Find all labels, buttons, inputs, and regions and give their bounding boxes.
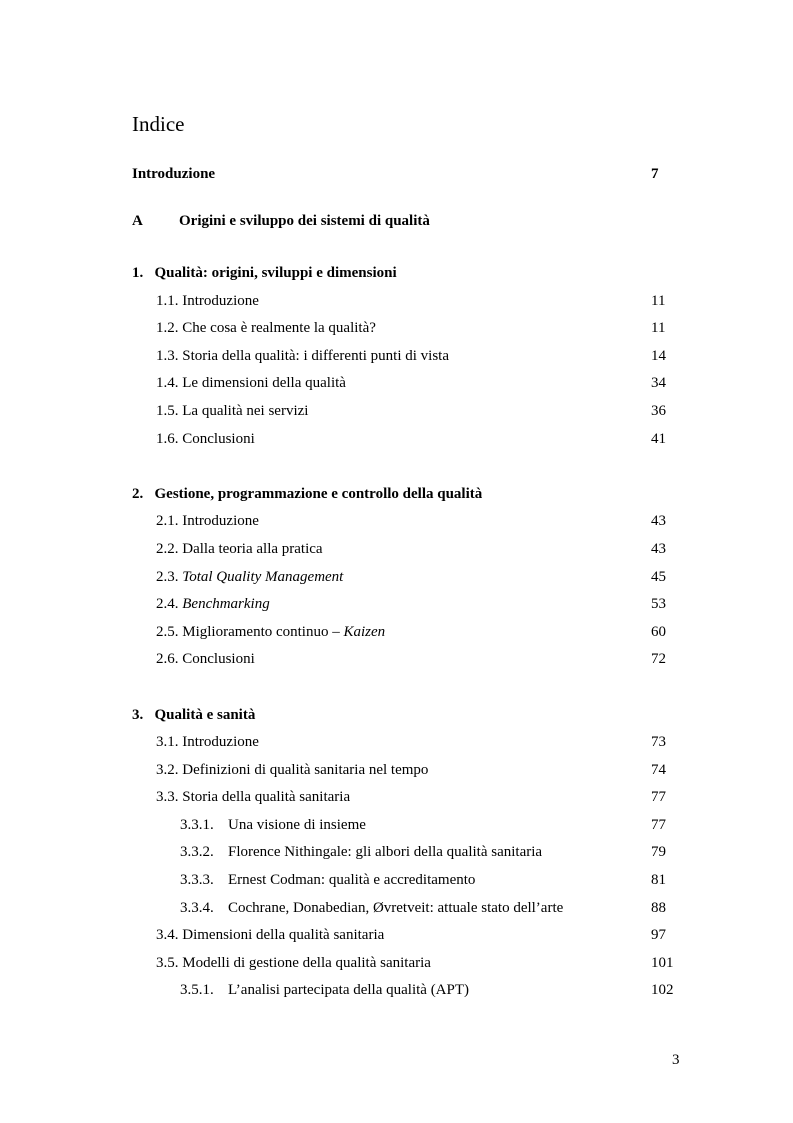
chapter-title: Gestione, programmazione e controllo della qualità	[154, 486, 483, 502]
toc-entry-page: 34	[651, 375, 666, 391]
toc-entry[interactable]: 2.1. Introduzione	[156, 513, 259, 529]
toc-entry-page: 73	[651, 734, 666, 750]
section-letter: A	[132, 213, 143, 229]
toc-entry-page: 101	[651, 955, 674, 971]
toc-entry[interactable]: 1.1. Introduzione	[156, 293, 259, 309]
chapter-heading[interactable]	[132, 263, 397, 283]
chapter-heading[interactable]	[132, 705, 255, 725]
chapter-heading[interactable]	[132, 484, 482, 504]
toc-entry-prefix: 2.3.	[156, 569, 183, 585]
toc-subentry-text: Ernest Codman: qualità e accreditamento	[228, 872, 476, 888]
toc-entry-italic: Benchmarking	[182, 596, 270, 612]
toc-entry[interactable]: 1.5. La qualità nei servizi	[156, 403, 309, 419]
toc-subentry-text: L’analisi partecipata della qualità (APT)	[228, 982, 470, 998]
toc-entry[interactable]: 2.2. Dalla teoria alla pratica	[156, 541, 323, 557]
toc-entry-page: 79	[651, 844, 666, 860]
toc-subentry-number: 3.3.2.	[180, 844, 214, 860]
toc-entry-page: 72	[651, 651, 666, 667]
toc-subentry[interactable]	[180, 898, 563, 918]
toc-subentry-text: Una visione di insieme	[228, 817, 366, 833]
toc-entry-page: 41	[651, 431, 666, 447]
toc-entry[interactable]: 3.1. Introduzione	[156, 734, 259, 750]
toc-subentry-number: 3.5.1.	[180, 982, 214, 998]
toc-entry[interactable]	[156, 567, 343, 587]
toc-entry-page: 43	[651, 513, 666, 529]
toc-entry[interactable]: 3.4. Dimensioni della qualità sanitaria	[156, 927, 385, 943]
toc-entry-page: 53	[651, 596, 666, 612]
toc-entry-page: 60	[651, 624, 666, 640]
toc-subentry-text: Florence Nithingale: gli albori della qualità sanitaria	[228, 844, 543, 860]
toc-entry[interactable]: 3.5. Modelli di gestione della qualità sanitaria	[156, 955, 431, 971]
toc-entry[interactable]: 1.2. Che cosa è realmente la qualità?	[156, 320, 376, 336]
page-number: 3	[672, 1052, 680, 1068]
toc-subentry-number: 3.3.4.	[180, 900, 214, 916]
chapter-number: 3.	[132, 707, 144, 723]
toc-entry-page: 88	[651, 900, 666, 916]
toc-entry[interactable]: 3.2. Definizioni di qualità sanitaria nel tempo	[156, 762, 429, 778]
toc-entry-page: 45	[651, 569, 666, 585]
toc-intro-label[interactable]: Introduzione	[132, 166, 216, 182]
toc-entry-prefix: 2.4.	[156, 596, 183, 612]
toc-entry-prefix: 2.5. Miglioramento continuo –	[156, 624, 344, 640]
toc-entry-page: 81	[651, 872, 666, 888]
toc-subentry[interactable]	[180, 980, 469, 1000]
toc-entry-page: 97	[651, 927, 666, 943]
toc-subentry-number: 3.3.1.	[180, 817, 214, 833]
toc-entry[interactable]: 1.3. Storia della qualità: i differenti punti di vista	[156, 348, 449, 364]
toc-entry-page: 43	[651, 541, 666, 557]
toc-entry[interactable]	[156, 622, 385, 642]
chapter-number: 1.	[132, 265, 144, 281]
toc-subentry[interactable]	[180, 842, 542, 862]
chapter-title: Qualità e sanità	[154, 707, 256, 723]
toc-subentry-number: 3.3.3.	[180, 872, 214, 888]
toc-entry-page: 11	[651, 293, 666, 309]
toc-entry[interactable]: 1.6. Conclusioni	[156, 431, 255, 447]
toc-entry-page: 14	[651, 348, 666, 364]
toc-entry[interactable]	[156, 594, 270, 614]
toc-entry-page: 74	[651, 762, 666, 778]
toc-entry-italic: Kaizen	[343, 624, 386, 640]
toc-entry[interactable]: 2.6. Conclusioni	[156, 651, 255, 667]
toc-entry[interactable]: 1.4. Le dimensioni della qualità	[156, 375, 346, 391]
toc-subentry-text: Cochrane, Donabedian, Øvretveit: attuale stato dell’arte	[228, 900, 564, 916]
toc-entry[interactable]: 3.3. Storia della qualità sanitaria	[156, 789, 351, 805]
toc-subentry[interactable]	[180, 870, 475, 890]
toc-entry-page: 77	[651, 817, 666, 833]
chapter-title: Qualità: origini, sviluppi e dimensioni	[154, 265, 397, 281]
toc-entry-page: 11	[651, 320, 666, 336]
toc-entry-page: 36	[651, 403, 666, 419]
toc-entry-page: 77	[651, 789, 666, 805]
toc-entry-page: 102	[651, 982, 674, 998]
toc-entry-italic: Total Quality Management	[182, 569, 344, 585]
section-title: Origini e sviluppo dei sistemi di qualità	[179, 213, 430, 229]
toc-subentry[interactable]	[180, 815, 366, 835]
page-title: Indice	[132, 112, 185, 136]
toc-intro-page: 7	[651, 166, 659, 182]
chapter-number: 2.	[132, 486, 144, 502]
